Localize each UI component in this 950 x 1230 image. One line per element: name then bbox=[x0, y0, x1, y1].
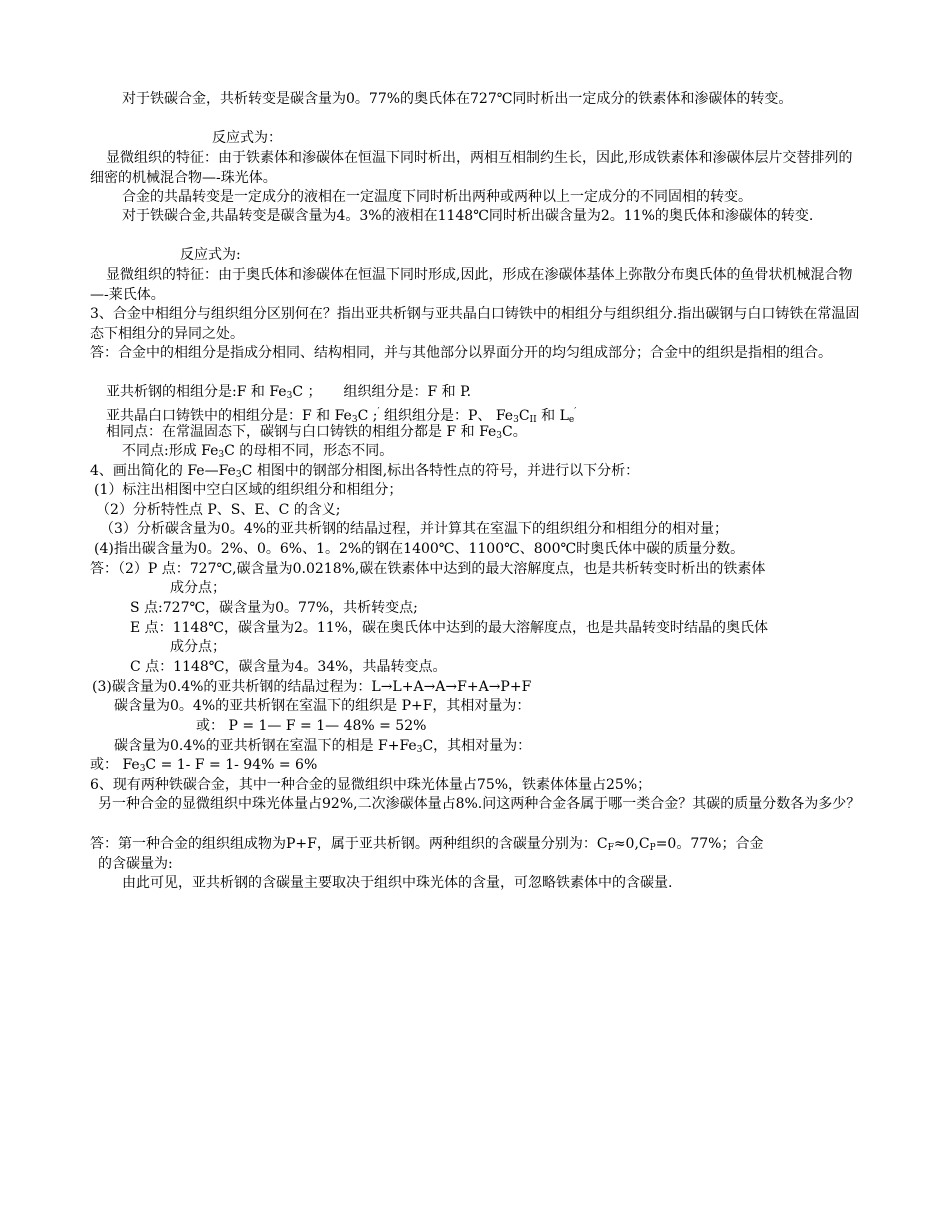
question-4: 4、画出简化的 $Fe—Fe_3C$ 相图中的钢部分相图,标出各特性点的符号，并进行以下分析： bbox=[90, 463, 640, 480]
question-6: 6、现有两种铁碳合金，其中一种合金的显微组织中珠光体量占75%，铁素体体量占25%； bbox=[90, 777, 652, 793]
answer-3-hypoeutectic-line: 亚共晶白口铸铁中的相组分是：F 和 $Fe_3C$ ;′ 组织组分是：P、 $Fe_3C_{II}$ 和 $L_e'$ bbox=[106, 407, 577, 425]
answer-4-pearlite-amount: 或： P = 1— F = 1— 48% = 52% bbox=[196, 718, 427, 734]
answer-4-point-e-cont: 成分点； bbox=[170, 639, 226, 655]
answer-4-room-temp-structure: 碳含量为0。4%的亚共析钢在室温下的组织是 P+F，其相对量为： bbox=[114, 698, 531, 714]
answer-6-cont: 的含碳量为: bbox=[98, 856, 173, 872]
answer-4-cementite-amount: 或： $Fe_3C = 1-$ F = 1- 94% = 6% bbox=[90, 757, 318, 774]
paragraph-iron-carbon-eutectic: 对于铁碳合金,共晶转变是碳含量为4。3%的液相在1148℃同时析出碳含量为2。11%的奥氏体和渗碳体的转变. bbox=[122, 208, 814, 224]
paragraph-eutectic-definition: 合金的共晶转变是一定成分的液相在一定温度下同时析出两种或两种以上一定成分的不同固相的转变。 bbox=[122, 189, 752, 205]
question-4-part-4: (4)指出碳含量为0。2%、0。6%、1。2%的钢在1400℃、1100℃、800℃时奥氏体中碳的质量分数。 bbox=[94, 541, 745, 557]
answer-4-crystallization: (3)碳含量为0.4%的亚共析钢的结晶过程为：L→L+A→A→F+A→P+F bbox=[92, 679, 532, 695]
answer-4-point-p-cont: 成分点； bbox=[170, 580, 226, 596]
paragraph-pearlite-microstructure: 显微组织的特征：由于铁素体和渗碳体在恒温下同时析出，两相互相制约生长，因此,形成铁素体和渗碳体层片交替排列的细密的机械混合物—-珠光体。 bbox=[90, 150, 853, 186]
paragraph-eutectoid-definition: 对于铁碳合金，共析转变是碳含量为0。77%的奥氏体在727℃同时析出一定成分的铁素体和渗碳体的转变。 bbox=[122, 91, 793, 107]
question-6-cont: 另一种合金的显微组织中珠光体量占92%,二次渗碳体量占8%.问这两种合金各属于哪一类合金？其碳的质量分数各为多少？ bbox=[98, 796, 861, 812]
answer-4-point-s: S 点:727℃，碳含量为0。77%，共析转变点; bbox=[130, 600, 418, 616]
answer-6: 答：第一种合金的组织组成物为P+F，属于亚共析钢。两种组织的含碳量分别为：$C_F\approx 0,C_P=0$。77%；合金 bbox=[90, 836, 764, 853]
answer-4-room-temp-phases: 碳含量为0.4%的亚共析钢在室温下的相是 $F+Fe_3C$，其相对量为： bbox=[114, 738, 532, 755]
answer-3-intro: 答：合金中的相组分是指成分相同、结构相同，并与其他部分以界面分开的均匀组成部分；合金中的组织是指相的组合。 bbox=[90, 345, 832, 361]
answer-3-similarities: 相同点：在常温固态下，碳钢与白口铸铁的相组分都是 F 和 $Fe_3C$。 bbox=[106, 424, 527, 441]
answer-3-hypoeutectoid-line: 亚共析钢的相组分是:F 和 $Fe_3C$ ； 组织组分是：F 和 P. bbox=[106, 384, 472, 401]
answer-4-point-p: 答：（2）P 点：727℃,碳含量为0.0218%,碳在铁素体中达到的最大溶解度点，也是共析转变时析出的铁素体 bbox=[90, 561, 766, 577]
question-4-part-2: （2）分析特性点 P、S、E、C 的含义; bbox=[96, 502, 341, 518]
question-3: 3、合金中相组分与组织组分区别何在？指出亚共析钢与亚共晶白口铸铁中的相组分与组织组分.指出碳钢与白口铸铁在常温固态下相组分的异同之处。 bbox=[90, 306, 860, 342]
question-4-part-3: （3）分析碳含量为0。4%的亚共析钢的结晶过程，并计算其在室温下的组织组分和相组分的相对量； bbox=[100, 521, 729, 537]
answer-3-differences: 不同点:形成 $Fe_3C$ 的母相不同，形态不同。 bbox=[122, 443, 394, 460]
answer-4-point-e: E 点：1148℃，碳含量为2。11%，碳在奥氏体中达到的最大溶解度点，也是共晶转变时结晶的奥氏体 bbox=[130, 620, 768, 636]
paragraph-ledeburite-microstructure: 显微组织的特征：由于奥氏体和渗碳体在恒温下同时形成,因此，形成在渗碳体基体上弥散分布奥氏体的鱼骨状机械混合物—-莱氏体。 bbox=[90, 267, 853, 303]
answer-6-conclusion: 由此可见，亚共析钢的含碳量主要取决于组织中珠光体的含量，可忽略铁素体中的含碳量. bbox=[122, 875, 673, 891]
eutectoid-reaction-label: 反应式为： bbox=[212, 130, 282, 146]
eutectic-reaction-label: 反应式为: bbox=[180, 247, 241, 263]
question-4-part-1: (1）标注出相图中空白区域的组织组分和相组分； bbox=[94, 482, 403, 498]
answer-4-point-c: C 点：1148℃，碳含量为4。34%，共晶转变点。 bbox=[130, 659, 447, 675]
